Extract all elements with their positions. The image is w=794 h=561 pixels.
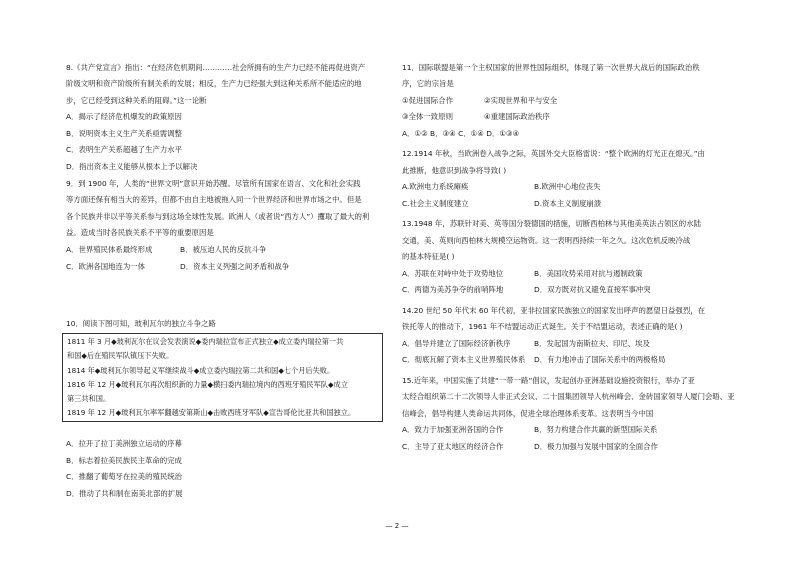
q8-stem-line3: 步，它已经受到这种关系的阻碍。”这一论断 xyxy=(66,96,207,105)
q12-stem-line1: 12.1914 年秋，当欧洲卷入战争之际，英国外交大臣格雷说：“整个欧洲的灯光正在熄灭。”由 xyxy=(402,149,705,158)
q9-option-d: D．资本主义列强之间矛盾和战争 xyxy=(180,262,290,271)
timeline-line5: 第三共和国。 xyxy=(67,394,111,403)
q13-option-a: A．苏联在对峙中处于攻势地位 xyxy=(402,269,504,278)
q15-stem-line2: 太经合组织第二十二次领导人非正式会议、二十国集团领导人杭州峰会、金砖国家领导人厦门会晤、亚 xyxy=(402,392,735,401)
q8-option-d: D．指出资本主义能够从根本上予以解决 xyxy=(66,162,198,171)
q14-option-b: B．发起国为南斯拉夫、印尼、埃及 xyxy=(534,339,650,348)
q15-option-c: C．主导了亚太地区的经济合作 xyxy=(402,442,504,451)
q11-item-3: ③全体一致原则 xyxy=(402,112,453,121)
q11-stem-line2: 序，它的宗旨是 xyxy=(402,79,454,88)
timeline-line3: 1814 年◆玻利瓦尔领导起义军继续战斗◆成立委内瑞拉第二共和国◆七个月后失败。 xyxy=(67,366,335,375)
q10-option-d: D．推动了共和制在南美北部的扩展 xyxy=(66,489,183,498)
q8-option-c: C．表明生产关系超越了生产力水平 xyxy=(66,145,183,154)
q15-option-b: B．努力构建合作共赢的新型国际关系 xyxy=(534,425,658,434)
q8-option-b: B．说明资本主义生产关系亟需调整 xyxy=(66,129,182,138)
q14-option-c: C．彻底瓦解了资本主义世界殖民体系 xyxy=(402,355,526,364)
q14-stem-line1: 14.20 世纪 50 年代末 60 年代初，亚非拉国家民族独立的国家发出呼声的愿望日益强烈，在 xyxy=(402,306,705,315)
q9-option-c: C．欧洲各国地连为一体 xyxy=(66,262,146,271)
q13-option-b: B．美国攻势采用对抗与遏制政策 xyxy=(534,269,643,278)
q9-option-a: A．世界殖民体系最终形成 xyxy=(66,245,153,254)
q12-option-b: B.欧洲中心地位丧失 xyxy=(534,182,601,191)
timeline-line6: 1819 年 12 月◆玻利瓦尔率军翻越安第斯山◆击败西班牙军队◆宣告哥伦比亚共和国独立。 xyxy=(67,408,356,417)
q11-item-1: ①促进国际合作 xyxy=(402,96,453,105)
q9-stem-line4: 益。造成当时各民族关系不平等的重要原因是 xyxy=(66,228,214,237)
q13-stem-line1: 13.1948 年，苏联针对美、英等国分裂德国的措施，切断西柏林与其他美英法占领区的水陆 xyxy=(402,219,701,228)
q9-stem-line3: 各个民族并非以平等关系参与到这场全球性发展。欧洲人（或者说“西方人”）攫取了最大的利 xyxy=(66,212,370,221)
q15-option-d: D．极力加强与发展中国家的全面合作 xyxy=(534,442,658,451)
timeline-line1: 1811 年 3 月◆玻利瓦尔在议会发表演说◆委内瑞拉宣布正式独立◆成立委内瑞拉第一共 xyxy=(67,337,344,346)
q10-option-c: C．推翻了葡萄牙在拉美的殖民统治 xyxy=(66,472,183,481)
timeline-line4: 1816 年 12 月◆玻利瓦尔再次组织新的力量◆横扫委内瑞拉境内的西班牙殖民军队◆成立 xyxy=(67,380,348,389)
q12-stem-line2: 此推断，他意识到战争将导致( ) xyxy=(402,166,507,175)
q10-stem: 10．阅读下图可知，玻利瓦尔的独立斗争之路 xyxy=(66,319,216,328)
q10-option-a: A．拉开了拉丁美洲独立运动的序幕 xyxy=(66,439,182,448)
q8-stem-line1: 8.《共产党宣言》指出：“在经济危机期间…………社会所拥有的生产力已经不能再促进资产 xyxy=(66,63,366,72)
q12-option-c: C.社会主义制度建立 xyxy=(402,199,469,208)
q15-stem-line1: 15.近年来，中国实施了共建“一带一路”倡议，发起创办亚洲基础设施投资银行，举办了亚 xyxy=(402,376,695,385)
q8-stem-line2: 阶级文明和资产阶级所有制关系的发展；相反，生产力已经强大到这种关系所不能适应的地 xyxy=(66,79,362,88)
q11-item-4: ④重建国际政治秩序 xyxy=(484,112,550,121)
q14-stem-line2: 铁托等人的推动下，1961 年不结盟运动正式诞生。关于不结盟运动，表述正确的是( ) xyxy=(402,322,683,331)
q11-item-2: ②实现世界和平与安全 xyxy=(484,96,558,105)
timeline-line2: 和国◆后在殖民军队镇压下失败。 xyxy=(67,351,174,360)
q11-options: A．①② B．③④ C．①④ D．①③④ xyxy=(402,129,520,138)
q9-option-b: B．被压迫人民的反抗斗争 xyxy=(180,245,267,254)
q10-timeline-box xyxy=(62,333,383,422)
q10-option-b: B．标志着拉美民族民主革命的完成 xyxy=(66,456,182,465)
page-number: — 2 — xyxy=(385,522,409,530)
q15-option-a: A．致力于加强亚洲各国的合作 xyxy=(402,425,504,434)
q13-stem-line2: 交通，美、英则向西柏林大规模空运物资。这一表明西持续一年之久。这次危机反映冷战 xyxy=(402,236,691,245)
q15-stem-line3: 信峰会，倡导构建人类命运共同体，促进全球治理体系变革。这表明当今中国 xyxy=(402,409,654,418)
q9-stem-line2: 等方面还保有相当大的差异，但都不由自主地被拖入同一个世界经济和世界市场之中。但是 xyxy=(66,195,362,204)
q8-option-a: A．揭示了经济危机爆发的政策原因 xyxy=(66,112,182,121)
q13-option-c: C．两德为美苏争夺的前哨阵地 xyxy=(402,285,504,294)
q9-stem-line1: 9．到 1900 年，人类的“世界文明”意识开始苏醒。尽管所有国家在语言、文化和社会实践 xyxy=(66,179,361,188)
q12-option-d: D.资本主义制度崩溃 xyxy=(534,199,602,208)
q11-stem-line1: 11．国际联盟是第一个主权国家的世界性国际组织，体现了第一次世界大战后的国际政治秩 xyxy=(402,63,700,72)
q13-stem-line3: 的基本特征是( ) xyxy=(402,252,455,261)
q14-option-d: D．有力地冲击了国际关系中的两极格局 xyxy=(534,355,666,364)
q13-option-d: D．双方既对抗又避免直接军事冲突 xyxy=(534,285,651,294)
q12-option-a: A.欧洲电力系统瘫痪 xyxy=(402,182,469,191)
q14-option-a: A．倡导并建立了国际经济新秩序 xyxy=(402,339,511,348)
